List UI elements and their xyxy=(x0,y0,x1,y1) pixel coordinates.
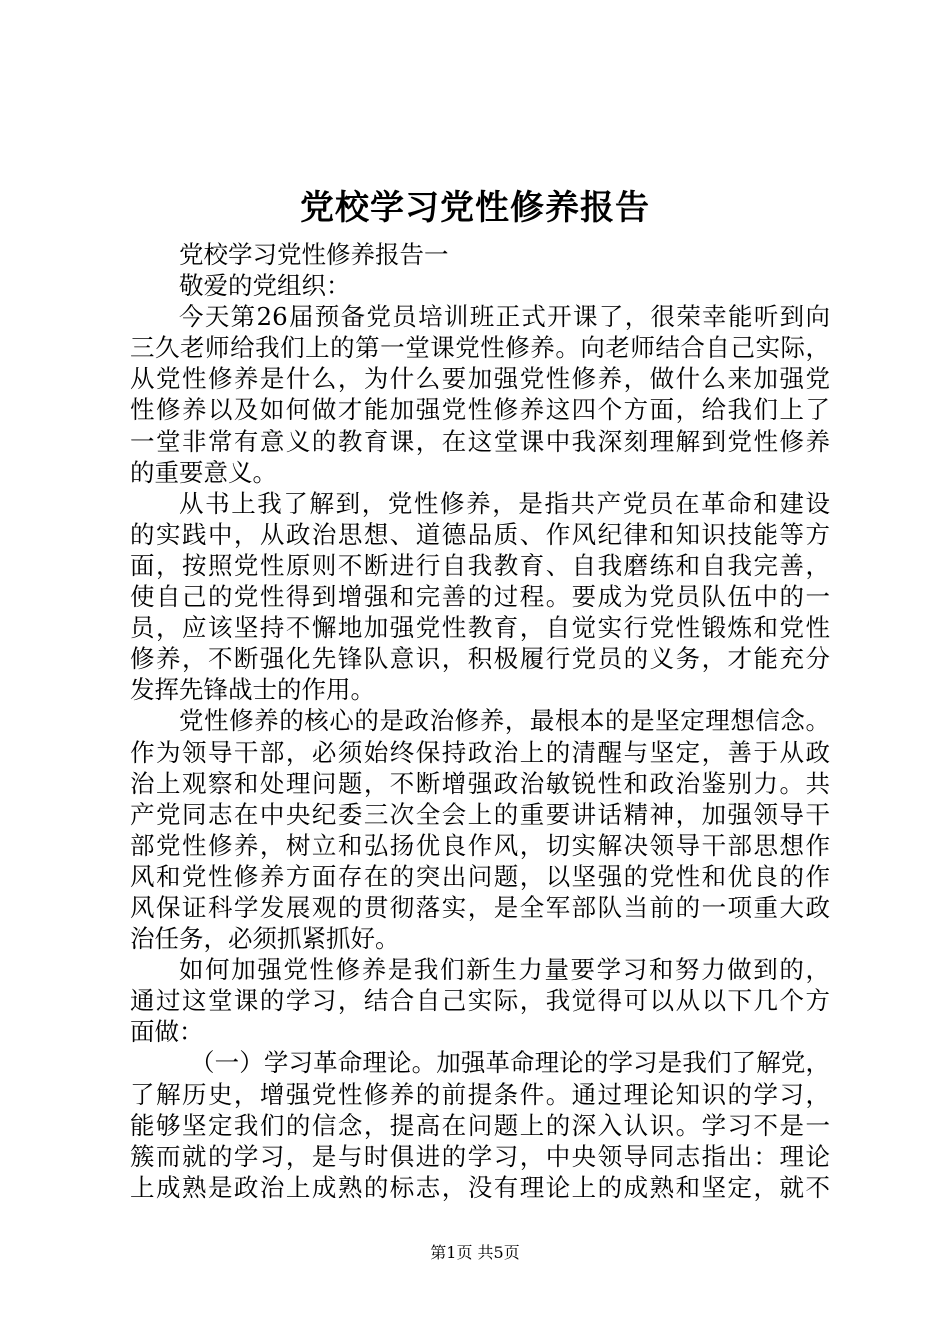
paragraph-line: 簇而就的学习，是与时俱进的学习，中央领导同志指出：理论 xyxy=(130,1141,830,1171)
paragraph-line: 上成熟是政治上成熟的标志，没有理论上的成熟和坚定，就不 xyxy=(130,1172,830,1202)
paragraph-line: 部党性修养，树立和弘扬优良作风，切实解决领导干部思想作 xyxy=(130,830,830,860)
paragraph-line: 了解历史，增强党性修养的前提条件。通过理论知识的学习， xyxy=(130,1079,830,1109)
document-title: 党校学习党性修养报告 xyxy=(300,188,650,228)
paragraph-line: 修养，不断强化先锋队意识，积极履行党员的义务，才能充分 xyxy=(130,644,830,674)
paragraph-line: 通过这堂课的学习，结合自己实际，我觉得可以从以下几个方 xyxy=(130,986,830,1016)
paragraph-line: 风和党性修养方面存在的突出问题，以坚强的党性和优良的作 xyxy=(130,861,830,891)
paragraph-line: 发挥先锋战士的作用。 xyxy=(130,675,375,705)
page-number-footer: 第1页 共5页 xyxy=(430,1243,520,1262)
paragraph-line: 性修养以及如何做才能加强党性修养这四个方面，给我们上了 xyxy=(130,395,830,425)
paragraph-line: 面，按照党性原则不断进行自我教育、自我磨练和自我完善， xyxy=(130,550,830,580)
paragraph-line: 员，应该坚持不懈地加强党性教育，自觉实行党性锻炼和党性 xyxy=(130,613,830,643)
paragraph-line: 如何加强党性修养是我们新生力量要学习和努力做到的， xyxy=(179,955,830,985)
paragraph-line: 使自己的党性得到增强和完善的过程。要成为党员队伍中的一 xyxy=(130,582,830,612)
paragraph-line: 风保证科学发展观的贯彻落实，是全军部队当前的一项重大政 xyxy=(130,892,830,922)
paragraph-line: 三久老师给我们上的第一堂课党性修养。向老师结合自己实际， xyxy=(130,333,830,363)
paragraph-line: 作为领导干部，必须始终保持政治上的清醒与坚定，善于从政 xyxy=(130,737,830,767)
paragraph-line: 的实践中，从政治思想、道德品质、作风纪律和知识技能等方 xyxy=(130,519,830,549)
paragraph-line: 能够坚定我们的信念，提高在问题上的深入认识。学习不是一 xyxy=(130,1110,830,1140)
section-heading: 党校学习党性修养报告一 xyxy=(179,240,449,269)
paragraph-line: 一堂非常有意义的教育课，在这堂课中我深刻理解到党性修养 xyxy=(130,426,830,456)
document-body xyxy=(130,239,830,1203)
paragraph-line: 治上观察和处理问题，不断增强政治敏锐性和政治鉴别力。共 xyxy=(130,768,830,798)
paragraph-line: 今天第26届预备党员培训班正式开课了，很荣幸能听到向 xyxy=(179,302,830,332)
paragraph-line: 的重要意义。 xyxy=(130,457,277,487)
paragraph-line: 治任务，必须抓紧抓好。 xyxy=(130,924,400,954)
paragraph-line: 从党性修养是什么，为什么要加强党性修养，做什么来加强党 xyxy=(130,364,830,394)
paragraph-line: 面做： xyxy=(130,1017,204,1047)
paragraph-line: （一）学习革命理论。加强革命理论的学习是我们了解党， xyxy=(190,1048,830,1078)
paragraph-line: 从书上我了解到，党性修养，是指共产党员在革命和建设 xyxy=(179,488,830,518)
salutation: 敬爱的党组织： xyxy=(179,271,351,301)
paragraph-line: 产党同志在中央纪委三次全会上的重要讲话精神，加强领导干 xyxy=(130,799,830,829)
paragraph-line: 党性修养的核心的是政治修养，最根本的是坚定理想信念。 xyxy=(179,706,830,736)
